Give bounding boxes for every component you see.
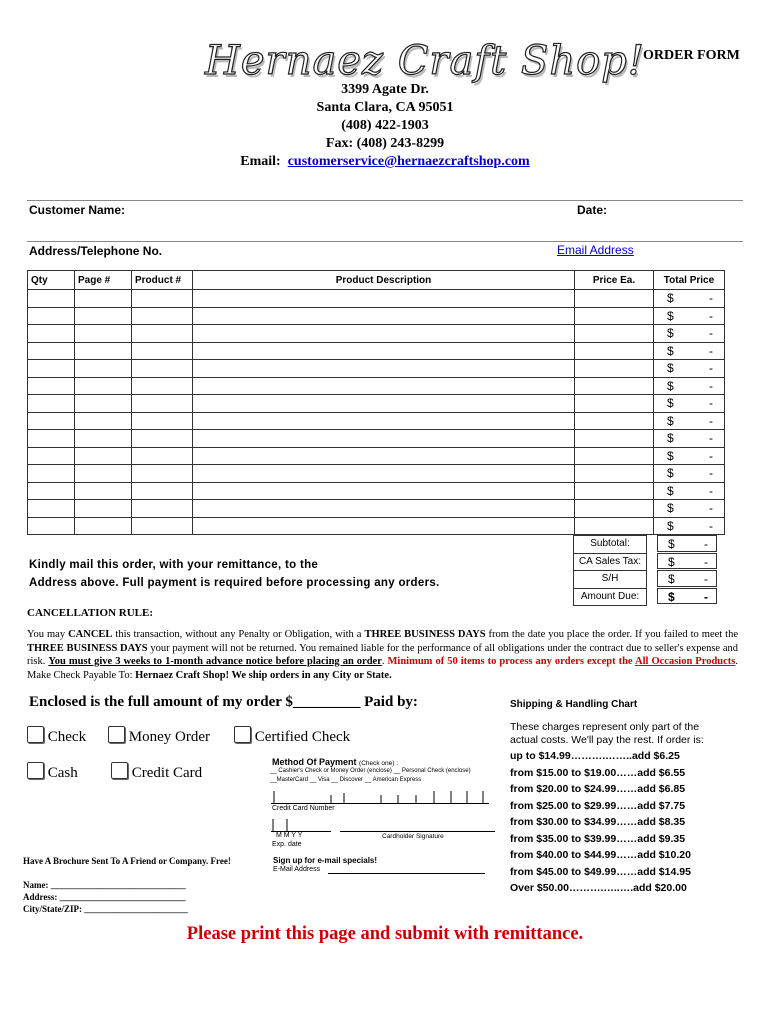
exp-label: Exp. date — [272, 841, 302, 848]
amount-dash: - — [709, 431, 713, 446]
dollar-sign: $ — [667, 483, 674, 498]
amount-dash: - — [709, 326, 713, 341]
cancel-text: your payment will not be returned. You remained liable for the performance of all obligations under the contract due to seller's expense and risk. — [27, 642, 738, 667]
brochure-line: Have A Brochure Sent To A Friend or Company. Free! — [23, 856, 231, 866]
shop-logo: Hernaez Craft Shop! — [205, 38, 645, 84]
checkbox-icon[interactable] — [27, 726, 44, 743]
dollar-sign: $ — [667, 308, 674, 323]
description-cell[interactable] — [193, 500, 575, 518]
page-cell[interactable] — [75, 447, 132, 465]
amount-dash: - — [709, 466, 713, 481]
city: Santa Clara, CA 95051 — [316, 100, 454, 115]
brochure-fields[interactable] — [23, 879, 188, 915]
shipping-rate-row: from $20.00 to $24.99……add $6.85 — [510, 783, 686, 795]
totals-value — [657, 535, 717, 552]
fax: Fax: (408) 243-8299 — [325, 136, 445, 151]
table-row — [28, 360, 725, 378]
mail-note-line2: Address above. Full payment is required before processing any orders. — [29, 577, 440, 589]
total-cell — [654, 447, 725, 465]
method-hint: (Check one) : — [359, 760, 399, 767]
page-cell[interactable] — [75, 412, 132, 430]
amount-dash: - — [709, 291, 713, 306]
three-days: THREE BUSINESS DAYS — [27, 642, 148, 654]
amount-dash: - — [709, 518, 713, 533]
dollar-sign: $ — [667, 448, 674, 463]
order-table — [27, 270, 725, 535]
product-cell[interactable] — [132, 430, 193, 448]
product-cell[interactable] — [132, 500, 193, 518]
shipping-title: Shipping & Handling Chart — [510, 699, 638, 710]
shop-address — [0, 81, 770, 171]
shipping-intro-2: actual costs. We'll pay the rest. If order is: — [510, 734, 704, 746]
three-days: THREE BUSINESS DAYS — [364, 629, 486, 640]
page-cell[interactable] — [75, 377, 132, 395]
description-cell[interactable] — [193, 307, 575, 325]
price-cell[interactable] — [575, 342, 654, 360]
total-cell — [654, 360, 725, 378]
minimum-items: Minimum of 50 items to process any orders except the — [387, 656, 636, 667]
product-cell[interactable] — [132, 482, 193, 500]
brochure-name[interactable]: Name: ______________________________ — [23, 880, 186, 890]
total-cell — [654, 500, 725, 518]
divider — [27, 200, 743, 201]
page-cell[interactable] — [75, 290, 132, 308]
totals-label: Amount Due: — [573, 588, 647, 607]
dollar-sign: $ — [667, 291, 674, 306]
col-price: Price Ea. — [575, 271, 654, 290]
totals-value — [657, 588, 717, 605]
totals-label: CA Sales Tax: — [573, 553, 647, 572]
qty-cell[interactable] — [28, 395, 75, 413]
dollar-sign: $ — [667, 378, 674, 393]
credit-label: Credit Card — [131, 765, 203, 781]
shipping-rate-row: up to $14.99……….……..add $6.25 — [510, 750, 680, 762]
page-cell[interactable] — [75, 360, 132, 378]
checkbox-icon[interactable] — [234, 726, 251, 743]
shipping-rates — [510, 748, 691, 897]
table-row — [28, 517, 725, 535]
shipping-intro-1: These charges represent only part of the — [510, 721, 700, 733]
mail-note — [29, 556, 440, 592]
page-cell[interactable] — [75, 342, 132, 360]
total-cell — [654, 430, 725, 448]
email-line — [0, 153, 770, 171]
qty-cell[interactable] — [28, 447, 75, 465]
shipping-rate-row: Over $50.00……….…..….add $20.00 — [510, 882, 687, 894]
product-cell[interactable] — [132, 395, 193, 413]
col-description: Product Description — [193, 271, 575, 290]
description-cell[interactable] — [193, 412, 575, 430]
total-cell — [654, 342, 725, 360]
method-options-2[interactable]: __MasterCard __ Visa __ Discover __ American Express — [270, 777, 422, 783]
page-cell[interactable] — [75, 430, 132, 448]
table-row — [28, 447, 725, 465]
description-cell[interactable] — [193, 395, 575, 413]
shipping-intro — [510, 721, 704, 747]
product-cell[interactable] — [132, 447, 193, 465]
qty-cell[interactable] — [28, 360, 75, 378]
email-link[interactable]: customerservice@hernaezcraftshop.com — [287, 154, 530, 169]
product-cell[interactable] — [132, 517, 193, 535]
description-cell[interactable] — [193, 290, 575, 308]
amount-dash: - — [709, 483, 713, 498]
col-product: Product # — [132, 271, 193, 290]
table-row — [28, 465, 725, 483]
description-cell[interactable] — [193, 377, 575, 395]
shipping-rate-row: from $35.00 to $39.99……add $9.35 — [510, 832, 686, 845]
form-title: ORDER FORM — [643, 48, 740, 63]
product-cell[interactable] — [132, 307, 193, 325]
table-row — [28, 342, 725, 360]
page-cell[interactable] — [75, 500, 132, 518]
print-note: Please print this page and submit with remittance. — [186, 924, 584, 944]
qty-cell[interactable] — [28, 325, 75, 343]
customer-name-label: Customer Name: — [29, 203, 126, 217]
table-row — [28, 377, 725, 395]
price-cell[interactable] — [575, 500, 654, 518]
table-row — [28, 412, 725, 430]
dollar-sign: $ — [668, 554, 675, 569]
enclosed-amount: Enclosed is the full amount of my order $_________ Paid by: — [29, 694, 418, 710]
dollar-sign: $ — [667, 413, 674, 428]
price-cell[interactable] — [575, 482, 654, 500]
amount-dash: - — [709, 501, 713, 516]
amount-dash: - — [704, 554, 708, 569]
table-row — [28, 290, 725, 308]
col-qty: Qty — [28, 271, 75, 290]
signature-label: Cardholder Signature — [382, 833, 444, 840]
total-cell — [654, 377, 725, 395]
qty-cell[interactable] — [28, 500, 75, 518]
brochure-address[interactable]: Address: ____________________________ — [23, 892, 186, 902]
exp-date-field[interactable] — [271, 818, 331, 832]
total-cell — [654, 482, 725, 500]
product-cell[interactable] — [132, 290, 193, 308]
payable-to: Hernaez Craft Shop! We ship orders in any City or State. — [135, 669, 392, 681]
dollar-sign: $ — [667, 343, 674, 358]
col-page: Page # — [75, 271, 132, 290]
table-row — [28, 430, 725, 448]
amount-dash: - — [704, 572, 708, 586]
price-cell[interactable] — [575, 360, 654, 378]
qty-cell[interactable] — [28, 482, 75, 500]
dollar-sign: $ — [667, 501, 674, 516]
cancel-text: You may — [27, 629, 69, 640]
dollar-sign: $ — [667, 518, 674, 533]
dollar-sign: $ — [667, 396, 674, 411]
street: 3399 Agate Dr. — [341, 82, 429, 97]
pay-option-check[interactable] — [27, 726, 86, 748]
qty-cell[interactable] — [28, 290, 75, 308]
page-cell[interactable] — [75, 325, 132, 343]
page-cell[interactable] — [75, 517, 132, 535]
description-cell[interactable] — [193, 430, 575, 448]
method-options-1[interactable]: __ Cashier's Check or Money Order (enclose) __ Personal Check (enclose) — [270, 768, 471, 774]
pay-option-credit[interactable] — [111, 762, 202, 784]
total-cell — [654, 290, 725, 308]
address-label: Address/Telephone No. — [29, 244, 163, 258]
product-cell[interactable] — [132, 342, 193, 360]
method-title-text: Method Of Payment — [272, 757, 357, 767]
dollar-sign: $ — [668, 572, 675, 586]
total-cell — [654, 325, 725, 343]
amount-dash: - — [709, 378, 713, 393]
totals-value — [657, 553, 717, 570]
checkbox-icon[interactable] — [111, 762, 128, 779]
shipping-rate-row: from $25.00 to $29.99……add $7.75 — [510, 799, 686, 812]
shipping-rate-row: from $15.00 to $19.00……add $6.55 — [510, 766, 686, 779]
pay-option-certified[interactable] — [234, 726, 350, 748]
cancel-text: from the date you place the order. If you failed to meet the — [485, 629, 738, 640]
advance-notice: You must give 3 weeks to 1-month advance notice before placing an order — [48, 656, 382, 667]
table-row — [28, 482, 725, 500]
description-cell[interactable] — [193, 465, 575, 483]
price-cell[interactable] — [575, 517, 654, 535]
exp-dividers — [271, 818, 331, 831]
price-cell[interactable] — [575, 377, 654, 395]
amount-dash: - — [709, 448, 713, 463]
price-cell[interactable] — [575, 325, 654, 343]
dollar-sign: $ — [667, 431, 674, 446]
cancel-text: . — [381, 656, 388, 667]
table-row — [28, 325, 725, 343]
qty-cell[interactable] — [28, 412, 75, 430]
dollar-sign: $ — [667, 466, 674, 481]
pay-option-cash[interactable] — [27, 762, 78, 784]
divider — [27, 241, 743, 242]
price-cell[interactable] — [575, 307, 654, 325]
description-cell[interactable] — [193, 360, 575, 378]
email-input-line[interactable] — [328, 873, 485, 874]
product-cell[interactable] — [132, 412, 193, 430]
pay-option-money-order[interactable] — [108, 726, 210, 748]
total-cell — [654, 307, 725, 325]
col-total: Total Price — [654, 271, 725, 290]
cancellation-heading: CANCELLATION RULE: — [27, 607, 154, 619]
page-cell[interactable] — [75, 307, 132, 325]
amount-dash: - — [709, 361, 713, 376]
description-cell[interactable] — [193, 447, 575, 465]
product-cell[interactable] — [132, 465, 193, 483]
money-order-label: Money Order — [128, 729, 210, 745]
checkbox-icon[interactable] — [27, 762, 44, 779]
certified-label: Certified Check — [254, 729, 351, 745]
total-cell — [654, 517, 725, 535]
product-cell[interactable] — [132, 325, 193, 343]
price-cell[interactable] — [575, 447, 654, 465]
mail-note-line1: Kindly mail this order, with your remittance, to the — [29, 559, 319, 571]
table-header-row — [28, 271, 725, 290]
specials-label: Sign up for e-mail specials! — [273, 856, 378, 865]
check-label: Check — [47, 729, 87, 745]
product-cell[interactable] — [132, 360, 193, 378]
product-cell[interactable] — [132, 377, 193, 395]
qty-cell[interactable] — [28, 465, 75, 483]
card-digit-dividers — [271, 789, 489, 803]
qty-cell[interactable] — [28, 430, 75, 448]
amount-dash: - — [709, 343, 713, 358]
amount-dash: - — [709, 308, 713, 323]
table-row — [28, 395, 725, 413]
totals-label: S/H — [573, 570, 647, 589]
page-cell[interactable] — [75, 465, 132, 483]
cancel-text: . Make Check Payable To: — [27, 656, 738, 681]
total-cell — [654, 465, 725, 483]
page-cell[interactable] — [75, 395, 132, 413]
email-label: Email: — [240, 154, 281, 169]
table-row — [28, 307, 725, 325]
price-cell[interactable] — [575, 412, 654, 430]
description-cell[interactable] — [193, 517, 575, 535]
description-cell[interactable] — [193, 325, 575, 343]
description-cell[interactable] — [193, 482, 575, 500]
description-cell[interactable] — [193, 342, 575, 360]
cancellation-text — [27, 628, 738, 682]
table-row — [28, 500, 725, 518]
date-label: Date: — [577, 203, 608, 217]
price-cell[interactable] — [575, 430, 654, 448]
cancel-word: CANCEL — [68, 629, 113, 640]
amount-dash: - — [704, 537, 708, 551]
shipping-rate-row: from $30.00 to $34.99……add $8.35 — [510, 816, 686, 828]
total-cell — [654, 412, 725, 430]
price-cell[interactable] — [575, 465, 654, 483]
brochure-city[interactable]: City/State/ZIP: _______________________ — [23, 904, 188, 914]
shipping-rate-row: from $45.00 to $49.99……add $14.95 — [510, 865, 691, 878]
method-title — [272, 757, 398, 767]
amount-dash: - — [704, 589, 708, 604]
dollar-sign: $ — [668, 589, 675, 604]
qty-cell[interactable] — [28, 517, 75, 535]
cash-label: Cash — [47, 765, 78, 781]
amount-dash: - — [709, 396, 713, 411]
dollar-sign: $ — [667, 361, 674, 376]
total-cell — [654, 395, 725, 413]
checkbox-icon[interactable] — [108, 726, 125, 743]
price-cell[interactable] — [575, 395, 654, 413]
price-cell[interactable] — [575, 290, 654, 308]
totals-value — [657, 570, 717, 587]
qty-cell[interactable] — [28, 342, 75, 360]
shipping-rate-row: from $40.00 to $44.99……add $10.20 — [510, 849, 691, 861]
page-cell[interactable] — [75, 482, 132, 500]
email-address-label: E-Mail Address — [273, 866, 321, 873]
email-address-link[interactable]: Email Address — [557, 243, 634, 257]
dollar-sign: $ — [668, 537, 675, 551]
qty-cell[interactable] — [28, 377, 75, 395]
signature-line[interactable] — [340, 831, 495, 832]
cancel-text: this transaction, without any Penalty or Obligation, with a — [112, 629, 365, 640]
all-occasion-products[interactable]: All Occasion Products — [635, 656, 736, 667]
dollar-sign: $ — [667, 326, 674, 341]
mmyy-label: M M Y Y — [276, 832, 303, 839]
credit-card-number-field[interactable] — [271, 789, 489, 804]
card-number-label: Credit Card Number — [272, 805, 335, 812]
totals-label: Subtotal: — [573, 535, 647, 554]
phone: (408) 422-1903 — [341, 118, 429, 133]
amount-dash: - — [709, 413, 713, 428]
qty-cell[interactable] — [28, 307, 75, 325]
